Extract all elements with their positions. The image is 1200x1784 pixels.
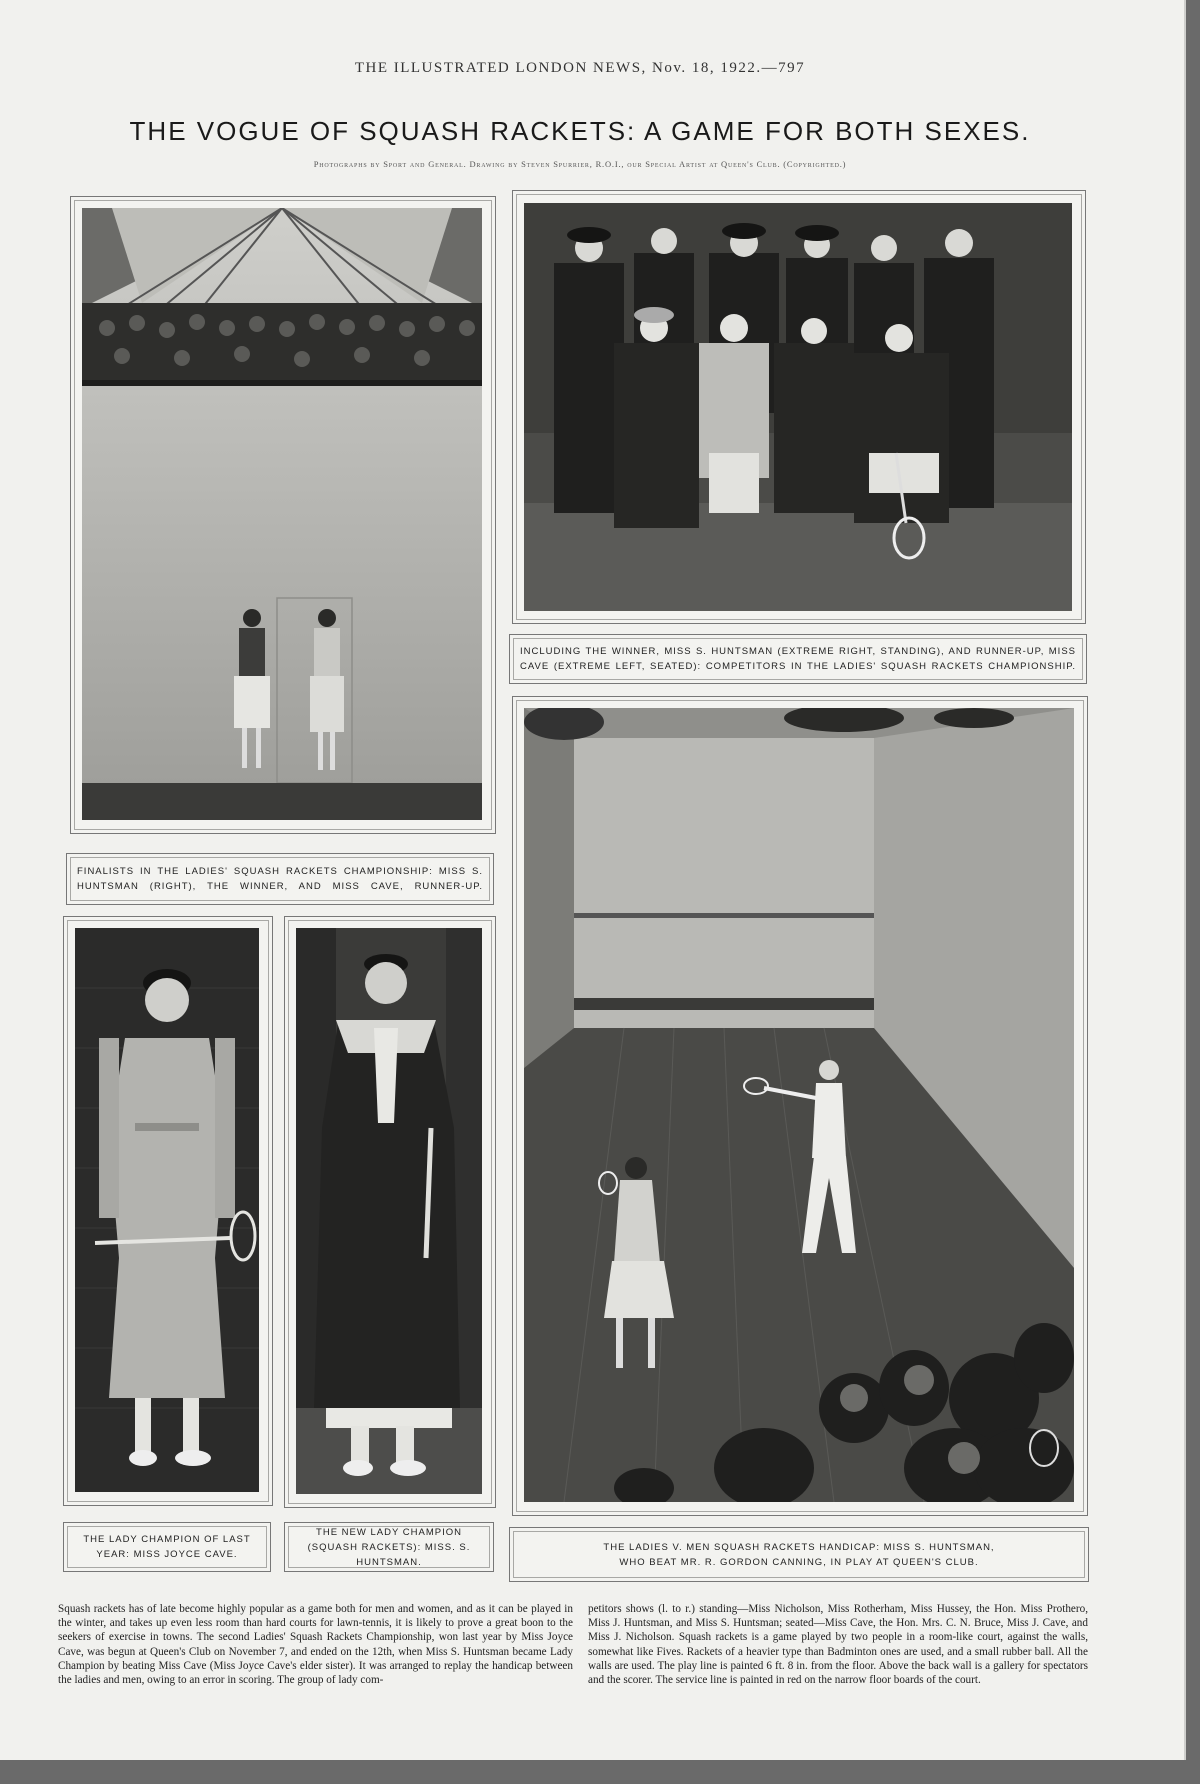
handicap-caption: THE LADIES V. MEN SQUASH RACKETS HANDICAP: MISS S. HUNTSMAN, WHO BEAT MR. R. GORDON CANNING, IN PLAY AT QUEEN'S CLUB.: [509, 1527, 1089, 1582]
headline: THE VOGUE OF SQUASH RACKETS: A GAME FOR BOTH SEXES.: [129, 116, 1031, 146]
article-column-1: Squash rackets has of late become highly popular as a game both for men and women, and as it can be played in the winter, and takes up even less room than hard courts for lawn-tennis, it is likely to prove a great boon to the seekers of exercise in towns. The second Ladies' Squash Rackets Championship, won last year by Miss Joyce Cave, was begun at Queen's Club on November 7, and ended on the 12th, when Miss S. Huntsman became Lady Champion by beating Miss Cave (Miss Joyce Cave's elder sister). It was arranged to replay the handicap between the ladies and men, owing to an error in scoring. The group of lady com-: [58, 1603, 573, 1687]
handicap-drawing: [524, 708, 1074, 1502]
finalists-photo: [82, 208, 482, 820]
running-head: THE ILLUSTRATED LONDON NEWS, Nov. 18, 1922.—797: [354, 60, 806, 76]
group-photo: [524, 203, 1072, 611]
group-caption: INCLUDING THE WINNER, MISS S. HUNTSMAN (EXTREME RIGHT, STANDING), AND RUNNER-UP, MISS CAVE (EXTREME LEFT, SEATED): COMPETITORS IN THE LADIES' SQUASH RACKETS CHAMPIONSHIP.: [509, 634, 1087, 684]
last-champion-caption: THE LADY CHAMPION OF LAST YEAR: MISS JOYCE CAVE.: [63, 1522, 271, 1572]
last-champion-photo: [75, 928, 259, 1492]
finalists-caption: FINALISTS IN THE LADIES' SQUASH RACKETS CHAMPIONSHIP: MISS S. HUNTSMAN (RIGHT), THE WINNER, AND MISS CAVE, RUNNER-UP.: [66, 853, 494, 905]
new-champion-caption: THE NEW LADY CHAMPION (SQUASH RACKETS): MISS. S. HUNTSMAN.: [284, 1522, 494, 1572]
new-champion-photo: [296, 928, 482, 1494]
photo-credit: Photographs by Sport and General. Drawing by Steven Spurrier, R.O.I., our Special Artist at Queen's Club. (Copyrighted.): [313, 159, 847, 169]
article-column-2: petitors shows (l. to r.) standing—Miss Nicholson, Miss Rotherham, Miss Hussey, the Hon. Miss Prothero, Miss J. Huntsman, and Miss S. Huntsman; seated—Miss Cave, the Hon. Mrs. C. N. Bruce, Miss J. Cave, and Miss J. Nicholson. Squash rackets is a game played by two people in a room-like court, against the walls, somewhat like Fives. Rackets of a heavier type than Badminton ones are used, and a small rubber ball. All the walls are used. The play line is painted 6 ft. 8 in. from the floor. Above the back wall is a gallery for spectators and the scorer. The service line is painted in red on the narrow floor boards of the court.: [588, 1603, 1088, 1687]
